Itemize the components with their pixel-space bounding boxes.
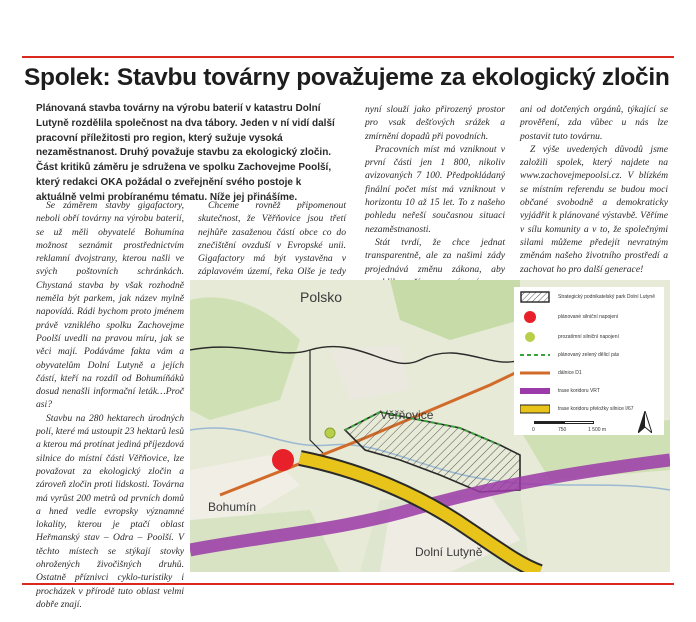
scale-label: 750 (558, 427, 567, 433)
map-label-dolni-lutyne: Dolní Lutyně (415, 545, 483, 559)
paragraph: Se záměrem stavby gigafactory, neboli obří továrny na výrobu baterií, se už měli obyvatelé Bohumína možnost seznámit prostřednictvím reklamní dvojstrany, kterou našli ve svých poštovních schránkách. Chystaná stavba by však rozhodně neměla být parkem, jak název mylně napovídá. Rádi bychom proto jménem právě vzniklého spolku Zachovejme Poolší uvedli na pravou míru, jak se věci mají. Podáváme fakta vám a obyvatelům Dolní Lutyně a jejích částí, kteří na rozdíl od Bohumíňáků dosud nenašli informační leták…Proč asi? (36, 200, 184, 411)
scale-bar (534, 421, 594, 425)
article-lead: Plánovaná stavba továrny na výrobu baterií v katastru Dolní Lutyně rozdělila společnost na dva tábory. Jeden v ní vidí další pracovní příležitosti pro region, který sužuje vysoká nezaměstnanost. Druhý považuje stavbu za ekologický zločin. Část kritiků záměru je sdružena ve spolku Zachovejme Poolší, který redakci OKA požádal o zveřejnění svého postoje k aktuálně velmi probíranému tématu. Níže jej přinášíme. (36, 103, 335, 203)
paragraph: Pracovních míst má vzniknout v první části jen 1 800, nikoliv avizovaných 7 100. Předpokládaný finální počet míst má vzniknout v horizontu 10 až 15 let. To z našeho pohledu neřeší současnou situaci nezaměstnanosti. (365, 143, 505, 235)
paragraph: Chceme rovněž připomenout skutečnost, že Věřňovice jsou třetí nejhůře zasaženou částí obce co do znečištění ovzduší v Evropské unii. Gigafactory má být vystavěna v záplavovém území, řeka Olše je tedy (198, 200, 346, 278)
text-column-4 (520, 103, 668, 293)
scale-label: 0 (532, 427, 535, 433)
article-headline: Spolek: Stavbu továrny považujeme za ekologický zločin (24, 64, 670, 91)
top-red-rule (22, 56, 674, 58)
map-label-polsko: Polsko (300, 289, 343, 305)
planned-connection-marker (272, 449, 294, 471)
paragraph: Stavbu na 280 hektarech úrodných polí, které má ustoupit 23 hektarů lesů a kterou má protínat jediná příjezdová silnice do místní části Věřňovice, lze považovat za ekologický zločin a zároveň zločin proti lidskosti. Továrna má vyrůst 200 metrů od prvních domů a hned vedle evropsky významné lokality, kterou je ptačí oblast Heřmanský stav – Odra – Poolší. V těchto místech se stýkají stovky ohrožených živočišných druhů. Ostatně příznivci cyklo-turistiky i procházek v přírodě tuto oblast velmi dobře znají. (36, 412, 184, 610)
paragraph: nyní slouží jako přirozený prostor pro vsak dešťových srážek a zmírnění dopadů při povodních. (365, 104, 505, 142)
bottom-red-rule (22, 583, 674, 585)
legend-item: prozatímní silniční napojení (514, 331, 664, 343)
legend-item: dálnice D1 (558, 370, 582, 376)
legend-item: Strategický podnikatelský park Dolní Lutyně (514, 291, 664, 303)
map-label-bohumin: Bohumín (208, 500, 257, 514)
legend-item: plánované silniční napojení (514, 311, 664, 323)
legend-item: trase koridoru přeložky silnice I/67 (514, 403, 664, 415)
paragraph: ani od dotčených orgánů, týkající se prověření, zda vůbec u nás lze postavit tuto továrnu. (520, 104, 668, 142)
map-legend (514, 287, 664, 435)
legend-item: plánovaný zelený dělicí pás (558, 352, 620, 358)
paragraph: Z výše uvedených důvodů jsme založili spolek, který najdete na www.zachovejmepoolsi.cz. V blízkém se místním referendu se budou moci občané svobodně a demokraticky vyjádřit k plánované výstavbě. Věříme v sílu komunity a v to, že společnými silami můžeme předejít nevratným změnám našeho životního prostředí a zachovat ho pro další generace! (520, 143, 668, 275)
scale-label: 1 500 m (588, 427, 607, 433)
map-label-vernovice: Věřňovice (380, 408, 434, 422)
temporary-connection-marker (325, 428, 335, 438)
paragraph: Stát tvrdí, že chce jednat transparentně, ale za našimi zády projednává změnu zákona, aby (365, 236, 505, 275)
text-column-1 (36, 199, 184, 611)
north-arrow-icon (638, 411, 652, 433)
legend-item: trase koridoru VRT (514, 385, 664, 397)
